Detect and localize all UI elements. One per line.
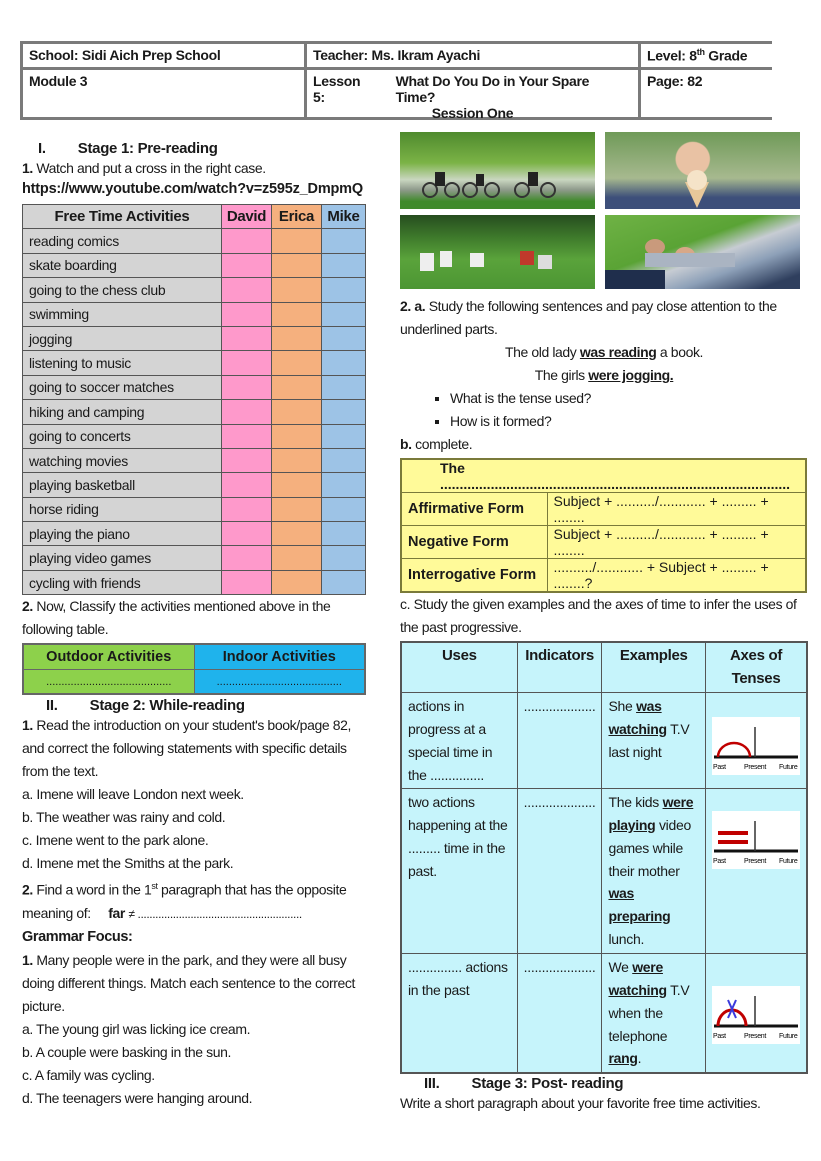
table-row [23, 351, 366, 375]
example-text: video games while their mother [608, 817, 691, 879]
table-row [23, 375, 366, 399]
mike-checkbox-cell[interactable] [322, 448, 366, 472]
activity-name: cycling with friends [23, 570, 222, 594]
use-cell[interactable]: two actions happening at the ......... time in the past. [401, 789, 517, 954]
use-cell[interactable]: actions in progress at a special time in the ............... [401, 693, 517, 789]
tense-title-field[interactable]: The .......................................................................................... [401, 459, 806, 493]
underlined-verb: were playing [608, 794, 694, 834]
svg-text:Past: Past [713, 1033, 726, 1041]
task-text: paragraph that has the opposite meaning of: [22, 881, 347, 921]
example-text: T.V last night [608, 721, 690, 760]
interrogative-formula-field[interactable]: ........../............ + Subject + ......... + ........? [547, 559, 806, 593]
target-word: far [108, 904, 125, 921]
table-row [23, 424, 366, 448]
left-column [22, 140, 367, 1110]
couple-basking-photo [605, 215, 800, 289]
mike-checkbox-cell[interactable] [322, 400, 366, 424]
activity-name: reading comics [23, 229, 222, 253]
level-text: Level: 8 [647, 47, 697, 64]
mike-checkbox-cell[interactable] [322, 326, 366, 350]
axis-cell [706, 954, 808, 1073]
task-text: Watch and put a cross in the right case. [32, 160, 266, 176]
statement-c: c. Imene went to the park alone. [22, 832, 209, 849]
erica-checkbox-cell[interactable] [272, 229, 322, 253]
ice-cream-icon [605, 132, 800, 209]
form-label: Negative Form [401, 526, 547, 559]
table-row [23, 302, 366, 326]
erica-checkbox-cell[interactable] [272, 278, 322, 302]
underlined-verb: was reading [579, 344, 657, 360]
col-header-uses: Uses [401, 642, 517, 693]
example-text: We [608, 959, 633, 976]
tense-form-table [400, 458, 807, 593]
erica-checkbox-cell[interactable] [272, 497, 322, 521]
david-checkbox-cell[interactable] [222, 448, 272, 472]
indicator-field[interactable]: .................... [517, 954, 602, 1073]
timeline-progress-icon [712, 717, 800, 775]
task-number: b. [400, 436, 412, 452]
david-checkbox-cell[interactable] [222, 351, 272, 375]
stage2-title: Stage 2: While-reading [89, 697, 245, 715]
couple-icon [605, 215, 800, 289]
timeline-axis-diagram [712, 717, 800, 775]
col-header-erica: Erica [272, 205, 322, 229]
table-row [23, 522, 366, 546]
mike-checkbox-cell[interactable] [322, 302, 366, 326]
svg-text:Future: Future [779, 858, 798, 866]
underlined-verb: was preparing [608, 885, 671, 924]
task-number: 1. [22, 951, 33, 968]
negative-formula-field[interactable]: Subject + ........../............ + ......... + ........ [547, 526, 806, 559]
activity-name: going to concerts [23, 424, 222, 448]
people-icon [400, 215, 595, 289]
svg-text:Past: Past [713, 858, 726, 866]
david-checkbox-cell[interactable] [222, 253, 272, 277]
stage3-title: Stage 3: Post- reading [471, 1074, 624, 1092]
david-checkbox-cell[interactable] [222, 278, 272, 302]
col-header-mike: Mike [322, 205, 366, 229]
erica-checkbox-cell[interactable] [272, 375, 322, 399]
page-cell: Page: 82 [641, 70, 775, 117]
task-text: Study the following sentences and pay close attention to the underlined parts. [400, 298, 777, 337]
erica-checkbox-cell[interactable] [272, 522, 322, 546]
activity-name: jogging [23, 326, 222, 350]
lesson-title: What Do You Do in Your Spare Time? [395, 73, 590, 105]
task-number: 1. [22, 717, 33, 734]
indoor-header: Indoor Activities [194, 644, 365, 669]
erica-checkbox-cell[interactable] [272, 400, 322, 424]
stage2-heading [46, 697, 367, 714]
example-cell [602, 789, 706, 954]
col-header-indicators: Indicators [517, 642, 602, 693]
video-link[interactable]: https://www.youtube.com/watch?v=z595z_DmpmQ [22, 181, 363, 197]
sentence-text: a book. [656, 344, 704, 360]
table-row [23, 326, 366, 350]
david-checkbox-cell[interactable] [222, 302, 272, 326]
erica-checkbox-cell[interactable] [272, 570, 322, 594]
mike-checkbox-cell[interactable] [322, 351, 366, 375]
activity-name: horse riding [23, 497, 222, 521]
david-checkbox-cell[interactable] [222, 497, 272, 521]
affirmative-formula-field[interactable]: Subject + ........../............ + ......... + ........ [547, 493, 806, 526]
lesson-cell [307, 70, 638, 121]
david-checkbox-cell[interactable] [222, 570, 272, 594]
timeline-axis-diagram [712, 811, 800, 869]
outdoor-answer-field[interactable]: ......................................... [23, 669, 194, 694]
task2a [400, 295, 808, 341]
grammar-task1 [22, 949, 367, 1018]
photo-grid [400, 132, 808, 289]
timeline-simultaneous-icon [712, 811, 800, 869]
task-text: Many people were in the park, and they were all busy doing different things. Match each sentence to the correct picture. [22, 951, 355, 1014]
col-header-activities: Free Time Activities [23, 205, 222, 229]
classify-table [22, 643, 366, 695]
col-header-axes: Axes of Tenses [706, 642, 808, 693]
teenagers-on-grass-photo [400, 215, 595, 289]
underlined-verb: rang [608, 1050, 638, 1067]
task-number: 2. [22, 881, 33, 898]
task-number: 1. [22, 160, 33, 176]
axis-cell [706, 789, 808, 954]
indicator-field[interactable]: .................... [517, 693, 602, 789]
mike-checkbox-cell[interactable] [322, 424, 366, 448]
module-cell: Module 3 [23, 70, 304, 117]
task2b [400, 433, 808, 456]
col-header-examples: Examples [602, 642, 706, 693]
answer-blank[interactable]: ≠ ........................................................ [128, 906, 302, 921]
activity-name: playing the piano [23, 522, 222, 546]
teacher-cell: Teacher: Ms. Ikram Ayachi [307, 44, 638, 67]
david-checkbox-cell[interactable] [222, 400, 272, 424]
svg-text:Present: Present [744, 1033, 767, 1041]
lesson-label: Lesson 5: [313, 73, 361, 105]
activity-name: playing video games [23, 546, 222, 570]
activity-name: going to the chess club [23, 278, 222, 302]
mike-checkbox-cell[interactable] [322, 229, 366, 253]
timeline-axis-diagram [712, 986, 800, 1044]
table-row [23, 546, 366, 570]
task-text: Find a word in the 1 [32, 881, 152, 898]
stage1-numeral: I. [38, 140, 46, 157]
table-row [401, 789, 807, 954]
mike-checkbox-cell[interactable] [322, 546, 366, 570]
stage3-numeral: III. [424, 1074, 440, 1092]
statement-d: d. Imene met the Smiths at the park. [22, 855, 234, 872]
indoor-answer-field[interactable]: ......................................... [194, 669, 365, 694]
question-item: ▪ How is it formed? [450, 410, 808, 433]
task-text: Read the introduction on your student's book/page 82, and correct the following statements with specific details from the text. [22, 717, 351, 780]
mike-checkbox-cell[interactable] [322, 473, 366, 497]
level-suffix: Grade [704, 47, 748, 64]
stage1-heading [38, 140, 367, 157]
david-checkbox-cell[interactable] [222, 473, 272, 497]
erica-checkbox-cell[interactable] [272, 326, 322, 350]
erica-checkbox-cell[interactable] [272, 351, 322, 375]
task-number: 2. [22, 598, 33, 615]
sentence-text: The girls [534, 367, 589, 383]
stage2-numeral: II. [46, 697, 58, 715]
question-item: ▪ What is the tense used? [450, 387, 808, 410]
example-text: lunch. [608, 930, 645, 947]
grammar-focus-title: Grammar Focus: [22, 928, 133, 945]
erica-checkbox-cell[interactable] [272, 546, 322, 570]
mike-checkbox-cell[interactable] [322, 570, 366, 594]
bicycle-icon [400, 132, 595, 209]
erica-checkbox-cell[interactable] [272, 448, 322, 472]
erica-checkbox-cell[interactable] [272, 253, 322, 277]
task-text: complete. [411, 436, 473, 452]
erica-checkbox-cell[interactable] [272, 424, 322, 448]
david-checkbox-cell[interactable] [222, 326, 272, 350]
stage3-task: Write a short paragraph about your favorite free time activities. [400, 1094, 761, 1111]
mike-checkbox-cell[interactable] [322, 497, 366, 521]
form-label: Affirmative Form [401, 493, 547, 526]
sentence-text: The old lady [504, 344, 580, 360]
example-text: She [608, 698, 637, 715]
activity-name: hiking and camping [23, 400, 222, 424]
svg-text:Present: Present [744, 858, 767, 866]
david-checkbox-cell[interactable] [222, 424, 272, 448]
table-row [23, 400, 366, 424]
activity-name: playing basketball [23, 473, 222, 497]
svg-text:Present: Present [744, 764, 767, 772]
axis-cell [706, 693, 808, 789]
underlined-verb: was watching [608, 698, 667, 738]
activity-name: swimming [23, 302, 222, 326]
timeline-interrupted-icon [712, 986, 800, 1044]
example-text: The kids [608, 794, 663, 811]
mike-checkbox-cell[interactable] [322, 253, 366, 277]
underlined-verb: were jogging. [588, 367, 674, 383]
lesson-header-table [20, 41, 772, 120]
david-checkbox-cell[interactable] [222, 522, 272, 546]
table-row [401, 693, 807, 789]
svg-text:Future: Future [779, 764, 798, 772]
erica-checkbox-cell[interactable] [272, 302, 322, 326]
indicator-field[interactable]: .................... [517, 789, 602, 954]
mike-checkbox-cell[interactable] [322, 375, 366, 399]
table-row [23, 473, 366, 497]
stage2-task1 [22, 714, 367, 783]
david-checkbox-cell[interactable] [222, 546, 272, 570]
grammar-sentence-a: a. The young girl was licking ice cream. [22, 1020, 251, 1037]
task-text: Now, Classify the activities mentioned above in the following table. [22, 598, 331, 638]
girl-ice-cream-photo [605, 132, 800, 209]
question-list [450, 387, 808, 433]
grammar-sentence-b: b. A couple were basking in the sun. [22, 1043, 231, 1060]
activity-name: skate boarding [23, 253, 222, 277]
school-cell: School: Sidi Aich Prep School [23, 44, 304, 67]
outdoor-header: Outdoor Activities [23, 644, 194, 669]
svg-text:Future: Future [779, 1033, 798, 1041]
mike-checkbox-cell[interactable] [322, 522, 366, 546]
stage1-title: Stage 1: Pre-reading [77, 140, 218, 157]
stage2-task2 [22, 875, 367, 926]
statement-a: a. Imene will leave London next week. [22, 786, 244, 803]
grammar-sentence-c: c. A family was cycling. [22, 1066, 155, 1083]
level-sup: th [696, 47, 705, 57]
mike-checkbox-cell[interactable] [322, 278, 366, 302]
svg-text:Past: Past [713, 764, 726, 772]
table-row [23, 448, 366, 472]
task2c: c. Study the given examples and the axes of time to infer the uses of the past progressive. [400, 596, 797, 635]
example-sentence-2 [400, 364, 808, 387]
table-row [23, 497, 366, 521]
activities-table [22, 204, 366, 595]
table-row [23, 253, 366, 277]
example-text: . [637, 1050, 642, 1067]
activity-name: watching movies [23, 448, 222, 472]
stage3-heading [424, 1075, 808, 1092]
activity-name: going to soccer matches [23, 375, 222, 399]
table-row [23, 278, 366, 302]
grammar-sentence-d: d. The teenagers were hanging around. [22, 1089, 253, 1106]
right-column [400, 132, 808, 1115]
stage1-task1 [22, 157, 367, 180]
example-cell [602, 954, 706, 1073]
david-checkbox-cell[interactable] [222, 229, 272, 253]
david-checkbox-cell[interactable] [222, 375, 272, 399]
form-label: Interrogative Form [401, 559, 547, 593]
table-row [23, 570, 366, 594]
table-row [401, 954, 807, 1073]
col-header-david: David [222, 205, 272, 229]
family-cycling-photo [400, 132, 595, 209]
example-cell [602, 693, 706, 789]
table-row [23, 229, 366, 253]
ordinal-sup: st [151, 881, 158, 892]
example-sentence-1 [400, 341, 808, 364]
use-cell[interactable]: ............... actions in the past [401, 954, 517, 1073]
example-text: T.V when the telephone [608, 982, 690, 1044]
activity-name: listening to music [23, 351, 222, 375]
statement-b: b. The weather was rainy and cold. [22, 809, 226, 826]
stage1-task2 [22, 595, 367, 641]
erica-checkbox-cell[interactable] [272, 473, 322, 497]
task-number: 2. a. [400, 298, 426, 314]
level-cell [641, 44, 775, 67]
session-label: Session One [431, 105, 514, 121]
underlined-verb: were watching [608, 959, 667, 999]
uses-table [400, 641, 808, 1074]
